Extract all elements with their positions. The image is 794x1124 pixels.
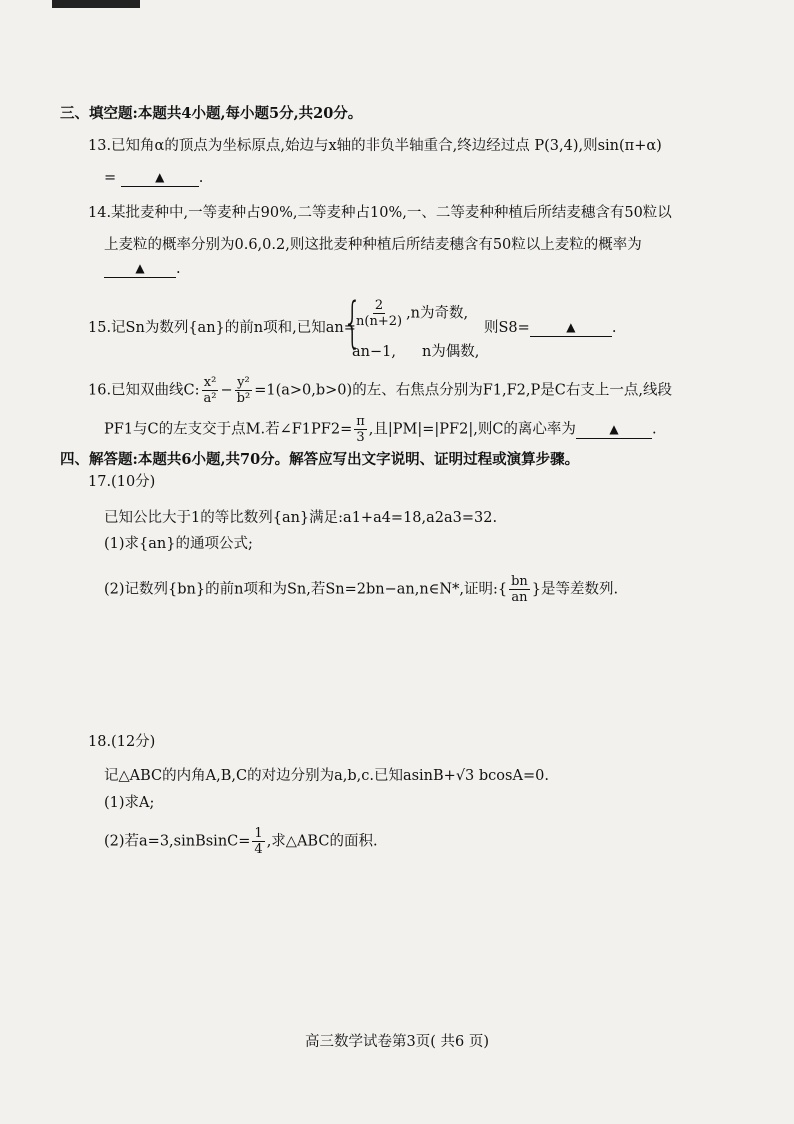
triangle-icon: ▲ — [609, 421, 619, 436]
q15-case1-fraction: $\frac{2}{n(n+2)}$ — [356, 298, 403, 329]
top-edge-bar — [52, 0, 140, 8]
q16-angle-fraction: $\frac{\pi}{3}$ — [356, 414, 365, 445]
q13-answer-blank[interactable] — [121, 168, 199, 187]
page-footer: 高三数学试卷第3页( 共6 页) — [305, 1034, 489, 1050]
q17-part2: (2)记数列{bn}的前n项和为Sn,若Sn=2bn−an,n∈N*,证明:{ $\frac{bn}{an}$ }是等差数列. — [104, 574, 619, 605]
q16-line1: 16.已知双曲线C: $\frac{\text{x²}}{\text{a²}}$ − $\frac{\text{y²}}{\text{b²}}$ =1(a>0,b>0)的左、右焦点分别为F1,F2,P是C右支上一点,线段 — [88, 375, 672, 406]
q13-equals: = — [104, 170, 117, 186]
q17-part1: (1)求{an}的通项公式; — [104, 536, 253, 552]
q17-header: 17.(10分) — [88, 474, 156, 490]
q15-case1-condition: ,n为奇数, — [406, 305, 469, 322]
q15-answer-blank[interactable] — [530, 318, 612, 337]
q15-case1 — [352, 298, 468, 329]
q14-line2: 上麦粒的概率分别为0.6,0.2,则这批麦种种植后所结麦穗含有50粒以上麦粒的概率为 — [104, 237, 642, 253]
q15-suffix: 则S8= ▲ . — [484, 320, 617, 336]
q16-line2: PF1与C的左支交于点M.若∠F1PF2= $\frac{\pi}{3}$ ,且|PM|=|PF2|,则C的离心率为 ▲ . — [104, 414, 657, 445]
q14-line3: ▲ . — [104, 259, 181, 279]
triangle-icon: ▲ — [155, 170, 165, 184]
q17-ratio-fraction: $\frac{bn}{an}$ — [511, 574, 528, 605]
triangle-icon: ▲ — [135, 261, 145, 275]
q16-x-fraction: $\frac{\text{x²}}{\text{a²}}$ — [203, 375, 217, 406]
q18-part2: (2)若a=3,sinBsinC= $\frac{1}{4}$ ,求△ABC的面积. — [104, 826, 378, 857]
section4-heading: 四、解答题:本题共6小题,共70分。解答应写出文字说明、证明过程或演算步骤。 — [60, 451, 580, 468]
q13-line1: 13.已知角α的顶点为坐标原点,始边与x轴的非负半轴重合,终边经过点 P(3,4),则sin(π+α) — [88, 138, 662, 154]
q18-part1: (1)求A; — [104, 795, 155, 811]
q16-y-fraction: $\frac{\text{y²}}{\text{b²}}$ — [236, 375, 251, 406]
q18-header: 18.(12分) — [88, 734, 156, 750]
q18-product-fraction: $\frac{1}{4}$ — [254, 826, 263, 857]
q18-stem: 记△ABC的内角A,B,C的对边分别为a,b,c.已知asinB+√3 bcosA=0. — [104, 768, 549, 784]
section3-heading: 三、填空题:本题共4小题,每小题5分,共20分。 — [60, 105, 363, 122]
q15-case2: an−1, n为偶数, — [352, 344, 480, 360]
q14-answer-blank[interactable] — [104, 259, 176, 278]
q17-stem: 已知公比大于1的等比数列{an}满足:a1+a4=18,a2a3=32. — [104, 510, 498, 526]
q13-line2: = ▲ . — [104, 170, 204, 186]
q16-answer-blank[interactable] — [576, 420, 652, 439]
q14-line1: 14.某批麦种中,一等麦种占90%,二等麦种占10%,一、二等麦种种植后所结麦穗含有50粒以 — [88, 205, 672, 221]
q15-brace: { — [343, 291, 362, 354]
q15-prefix: 15.记Sn为数列{an}的前n项和,已知an= — [88, 320, 356, 336]
triangle-icon: ▲ — [566, 320, 576, 334]
